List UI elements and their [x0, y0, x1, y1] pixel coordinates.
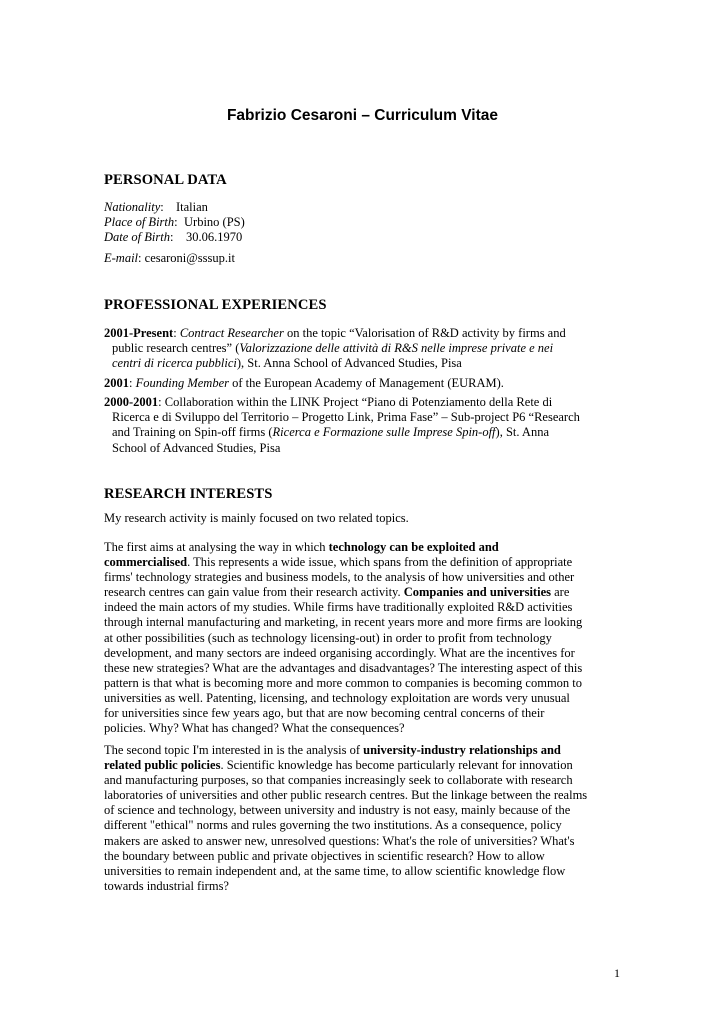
experience-1-role: Contract Researcher [179, 326, 284, 340]
page-number: 1 [614, 966, 620, 980]
professional-heading: PROFESSIONAL EXPERIENCES [104, 297, 327, 313]
birthplace-value: Urbino (PS) [184, 215, 245, 229]
research-heading: RESEARCH INTERESTS [104, 486, 273, 502]
email-label: E-mail [104, 251, 139, 265]
birthplace-row: Place of Birth: Urbino (PS) [104, 215, 245, 229]
experience-1-period: 2001-Present [104, 326, 174, 340]
experience-3-line-4: School of Advanced Studies, Pisa [112, 441, 281, 455]
experience-1-line-2: public research centres” (Valorizzazione delle attività di R&S nelle imprese private e nei [112, 341, 554, 355]
nationality-value: Italian [176, 200, 208, 214]
experience-3-line-3: and Training on Spin-off firms (Ricerca e Formazione sulle Imprese Spin-off), St. Anna [112, 425, 550, 439]
email-row: E-mail: cesaroni@sssup.it [104, 251, 235, 265]
experience-1-line-3: centri di ricerca pubblici), St. Anna School of Advanced Studies, Pisa [112, 356, 462, 370]
experience-3-period: 2000-2001 [104, 395, 159, 409]
experience-1-line-1: 2001-Present: Contract Researcher on the topic “Valorisation of R&D activity by firms and [104, 326, 566, 340]
birthdate-row: Date of Birth: 30.06.1970 [104, 230, 243, 244]
nationality-row: Nationality: Italian [104, 200, 208, 214]
experience-2: 2001: Founding Member of the European Academy of Management (EURAM). [104, 376, 504, 390]
birthdate-label: Date of Birth [104, 230, 170, 244]
experience-2-period: 2001 [104, 376, 129, 390]
experience-3-line-1: 2000-2001: Collaboration within the LINK Project “Piano di Potenziamento della Rete di [104, 395, 553, 409]
experience-2-role: Founding Member [135, 376, 229, 390]
birthplace-label: Place of Birth [104, 215, 175, 229]
document-title: Fabrizio Cesaroni – Curriculum Vitae [226, 107, 499, 124]
experience-3-line-2: Ricerca e di Sviluppo del Territorio – Progetto Link, Prima Fase” – Sub-project P6 “Research [112, 410, 580, 424]
research-paragraph-2: The second topic I'm interested in is the analysis of university-industry relationships and related public policies. Scientific knowledge has become particularly relevant for innovation and manufacturing purposes, so that companies increasingly seek to collaborate with research laboratories of universities and other public research centres. But the linkage between the realms of science and technology, between university and industry is not easy, mainly because of the different "ethical" norms and rules governing the two institutions. As a consequence, policy makers are asked to answer new, unresolved questions: What's the role of universities? What's the boundary between public and private objectives in scientific research? How to allow universities to remain independent and, at the same time, to allow scientific knowledge flow towards industrial firms? [104, 743, 588, 893]
nationality-label: Nationality [104, 200, 161, 214]
email-value[interactable]: cesaroni@sssup.it [144, 251, 235, 265]
birthdate-value: 30.06.1970 [186, 230, 243, 244]
research-paragraph-1: The first aims at analysing the way in which technology can be exploited and commercialised. This represents a wide issue, which spans from the definition of appropriate firms' technology strategies and business models, to the analysis of how universities and other research centres can gain value from their research activity. Companies and universities are indeed the main actors of my studies. While firms have traditionally exploited R&D activities through internal manufacturing and marketing, in recent years more and more firms are looking at other possibilities (such as technology licensing-out) in order to profit from technology development, and many sectors are indeed organising accordingly. What are the incentives for these new strategies? What are the advantages and disadvantages? The interesting aspect of this pattern is that what is becoming more and more common to companies is becoming common to universities as well. Patenting, licensing, and technology exploitation are words very unusual for universities since few years ago, but that are now becoming central concerns of their policies. Why? What has changed? What the consequences? [104, 540, 583, 736]
research-intro: My research activity is mainly focused on two related topics. [104, 511, 409, 525]
personal-data-heading: PERSONAL DATA [104, 172, 227, 188]
